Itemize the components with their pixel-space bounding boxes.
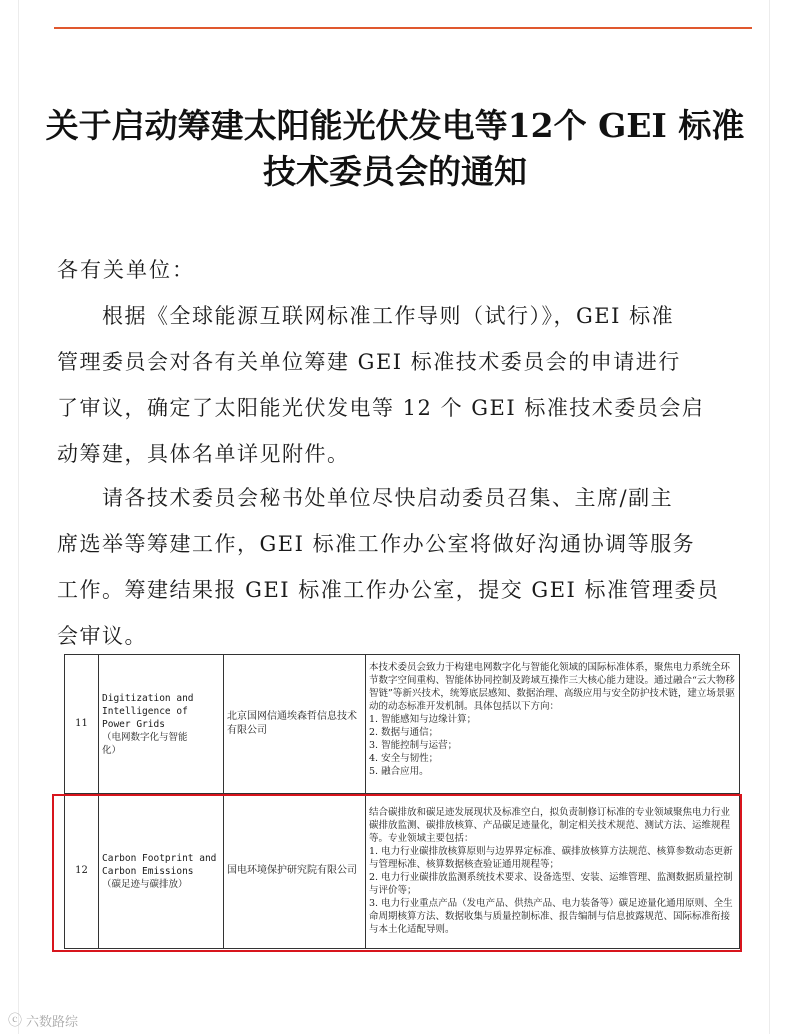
name-line: Digitization and [102,692,194,704]
row-number: 12 [65,794,99,949]
scope-description [366,655,740,794]
desc-line: 2. 电力行业碳排放监测系统技术要求、设备选型、安装、运维管理、监测数据质量控制与评价等； [369,872,733,896]
desc-line: 5. 融合应用。 [369,766,429,777]
row-number: 11 [65,655,99,794]
paragraph-2 [57,475,757,659]
secretariat-org: 国电环境保护研究院有限公司 [224,794,366,949]
name-line: （电网数字化与智能 [102,731,188,743]
title-line-2: 技术委员会的通知 [263,152,527,191]
title-line-1: 关于启动筹建太阳能光伏发电等12个 GEI 标准 [45,106,745,145]
paragraph-line: 请各技术委员会秘书处单位尽快启动委员召集、主席/副主 [57,486,674,510]
paragraph-line: 了审议，确定了太阳能光伏发电等 12 个 GEI 标准技术委员会启 [57,396,705,420]
name-line: Carbon Footprint and [102,852,217,864]
watermark-logo-icon: ⓒ [8,1013,22,1029]
watermark-text: 六数路综 [26,1014,79,1030]
desc-line: 1. 电力行业碳排放核算原则与边界界定标准、碳排放核算方法规范、核算参数动态更新与管理标准、核算数据核查验证通用规程等； [369,846,733,870]
name-line: （碳足迹与碳排放） [102,878,188,890]
committee-name [99,655,224,794]
name-line: Intelligence of [102,705,188,717]
watermark [8,1010,78,1030]
desc-line: 3. 智能控制与运营； [369,740,458,751]
desc-line: 4. 安全与韧性； [369,753,439,764]
name-line: 化） [102,744,122,756]
paragraph-line: 席选举等筹建工作，GEI 标准工作办公室将做好沟通协调等服务 [57,532,696,556]
highlight-box [52,794,742,952]
name-line: Carbon Emissions [102,865,194,877]
table-row [65,655,740,794]
desc-line: 1. 智能感知与边缘计算； [369,714,477,725]
secretariat-org: 北京国网信通埃森哲信息技术有限公司 [224,655,366,794]
header-rule [54,27,752,29]
paragraph-1 [57,293,757,477]
paragraph-line: 管理委员会对各有关单位筹建 GEI 标准技术委员会的申请进行 [57,350,681,374]
salutation: 各有关单位： [57,258,195,282]
desc-line: 结合碳排放和碳足迹发展现状及标准空白，拟负责制修订标准的专业领域聚焦电力行业碳排放监测、碳排放核算、产品碳足迹量化，制定相关技术规范、测试方法、运维规程等。专业领域主要包括： [369,807,731,844]
document-title [40,103,750,195]
paragraph-line: 工作。筹建结果报 GEI 标准工作办公室，提交 GEI 标准管理委员 [57,578,720,602]
paragraph-line: 动筹建，具体名单详见附件。 [57,442,350,466]
desc-line: 3. 电力行业重点产品（发电产品、供热产品、电力装备等）碳足迹量化通用原则、全生命周期核算方法、数据收集与质量控制标准、报告编制与信息披露规范、国际标准衔接与本土化适配导则。 [369,898,733,935]
paragraph-line: 根据《全球能源互联网标准工作导则（试行）》，GEI 标准 [57,304,675,328]
paragraph-line: 会审议。 [57,624,147,648]
desc-line: 2. 数据与通信； [369,727,439,738]
name-line: Power Grids [102,718,165,730]
desc-line: 本技术委员会致力于构建电网数字化与智能化领域的国际标准体系，聚焦电力系统全环节数字空间重构、智能体协同控制及跨域互操作三大核心能力建设。通过融合“云大物移智链”等新兴技术，统筹底层感知、数据治理、高级应用与安全防护技术链，建立场景驱动的动态标准开发机制。具体包括以下方向： [369,662,735,712]
